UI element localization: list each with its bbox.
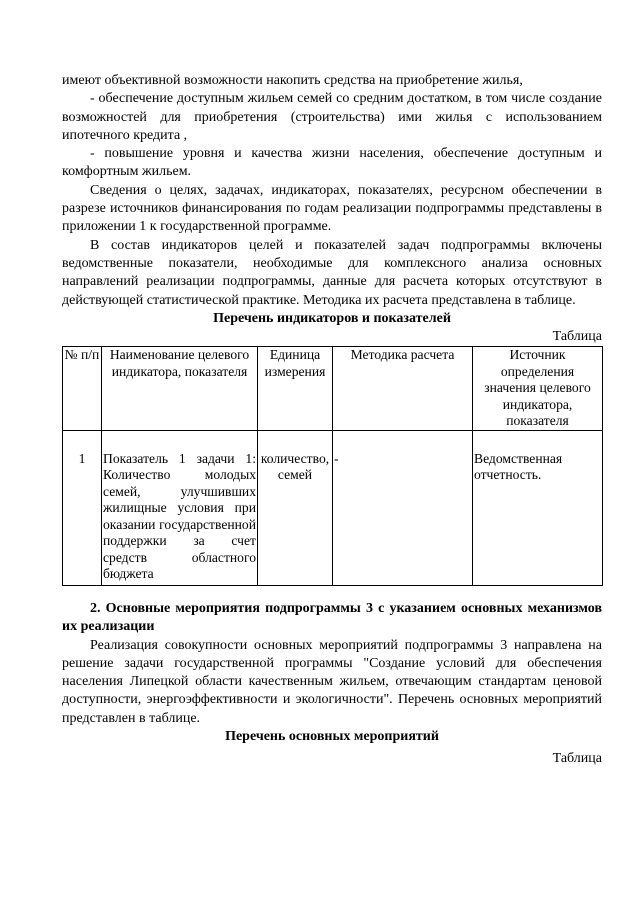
header-method: Методика расчета [333,347,473,431]
paragraph-5: В состав индикаторов целей и показателей задач подпрограммы включены ведомственные показатели, необходимые для комплексного анализа основных направлений реализации подпрограммы, данные для расчета которых отсутствуют в действующей статистической практике. Методика их расчета представлена в таблице. [62,237,602,308]
table2-title: Перечень основных мероприятий [225,729,439,745]
cell-name: Показатель 1 задачи 1: Количество молодых семей, улучшивших жилищные условия при оказании государственной поддержки за счет средств областного бюджета [102,430,258,585]
section2-heading: 2. Основные мероприятия подпрограммы 3 с указанием основных механизмов их реализации [62,600,602,635]
indicators-table [62,346,603,586]
paragraph-1: имеют объективной возможности накопить средства на приобретение жилья, [62,73,523,88]
paragraph-3: - повышение уровня и качества жизни населения, обеспечение доступным и комфортным жильем. [62,146,602,180]
header-source: Источник определения значения целевого индикатора, показателя [473,347,603,431]
cell-num: 1 [63,430,102,585]
table-row [63,430,603,585]
table-header-row [63,347,603,431]
cell-source: Ведомственная отчетность. [473,430,603,585]
section2-paragraph: Реализация совокупности основных мероприятий подпрограммы 3 направлена на решение задачи государственной программы "Создание условий для обеспечения населения Липецкой области качественным жильем, отвечающим стандартам ценовой доступности, энергоэффективности и экологичности". Перечень основных мероприятий представлен в таблице. [62,637,602,726]
paragraph-4: Сведения о целях, задачах, индикаторах, показателях, ресурсном обеспечении в разрезе источников финансирования по годам реализации подпрограммы представлены в приложении 1 к государственной программе. [62,182,602,235]
cell-unit: количество, семей [258,430,333,585]
cell-method: - [333,430,473,585]
header-unit: Единица измерения [258,347,333,431]
table1-label: Таблица [552,329,602,345]
table2-label: Таблица [552,751,602,767]
paragraph-2: - обеспечение доступным жильем семей со средним достатком, в том числе создание возможностей для приобретения (строительства) ими жилья с использованием ипотечного кредита , [62,91,602,143]
table1-title: Перечень индикаторов и показателей [213,310,451,326]
header-num: № п/п [63,347,102,431]
header-name: Наименование целевого индикатора, показателя [102,347,258,431]
document-page [62,72,602,769]
